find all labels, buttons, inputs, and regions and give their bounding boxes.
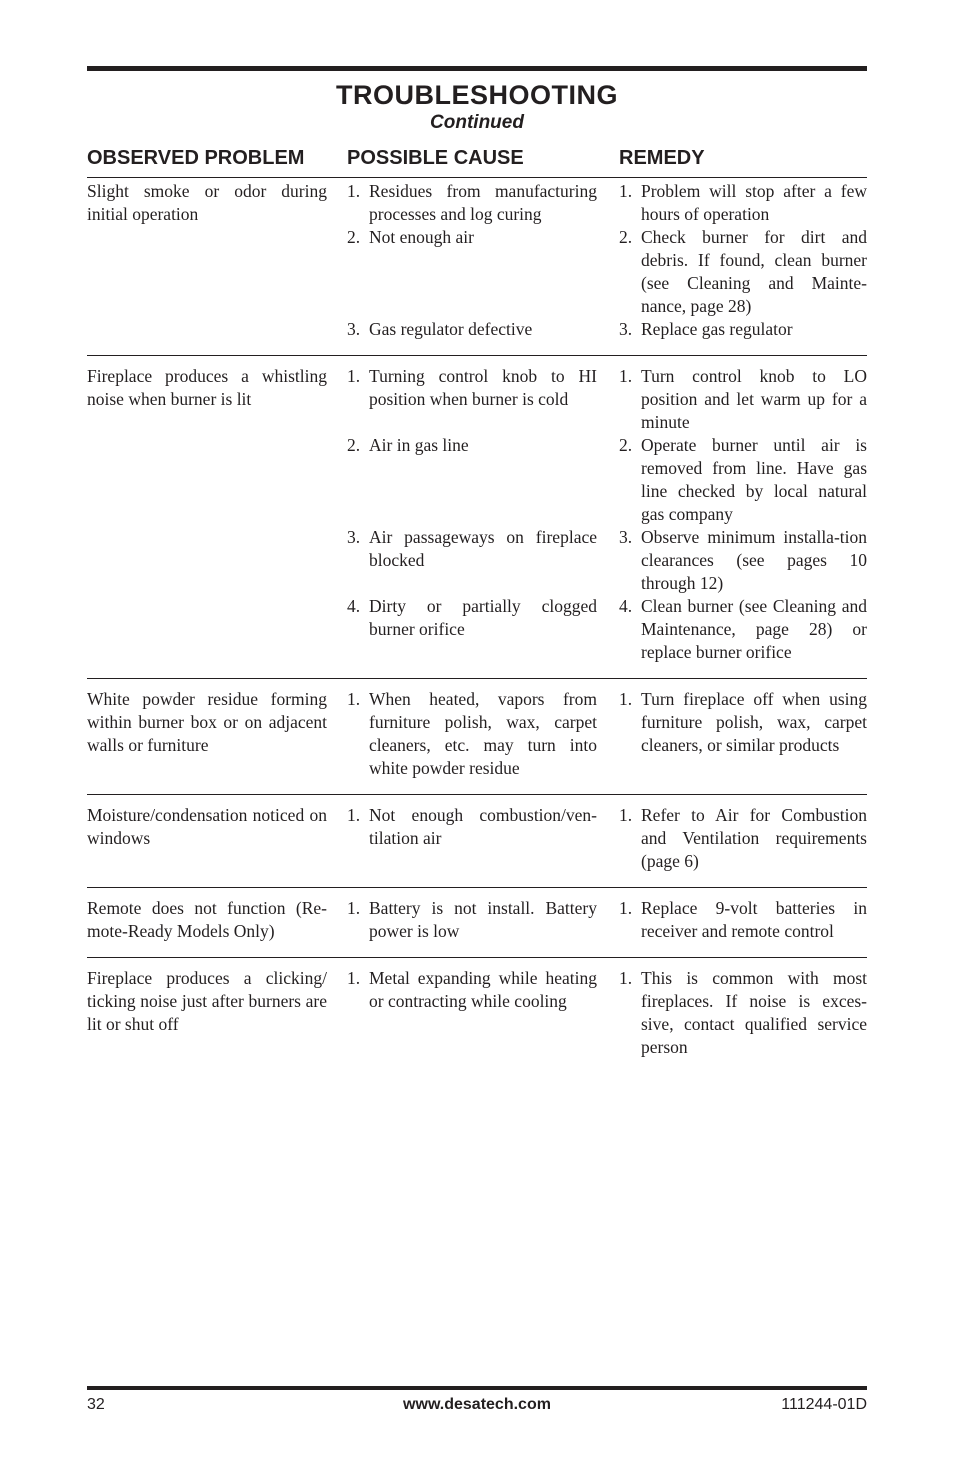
possible-cause bbox=[347, 967, 597, 1059]
remedy-text: Observe minimum installa-tion clearances (see pages 10 through 12) bbox=[641, 527, 867, 593]
cause-remedy-list bbox=[87, 365, 867, 664]
remedy-text: This is common with most fireplaces. If noise is exces-sive, contact qualified service person bbox=[641, 968, 867, 1057]
possible-cause-text: Air passageways on fireplace blocked bbox=[369, 527, 597, 570]
possible-cause bbox=[347, 180, 597, 226]
remedy-number: 1. bbox=[619, 898, 633, 918]
possible-cause-text: Battery is not install. Battery power is low bbox=[369, 898, 597, 941]
possible-cause bbox=[347, 365, 597, 434]
remedy-number: 3. bbox=[619, 319, 633, 339]
remedy bbox=[619, 595, 867, 664]
possible-cause-text: Turning control knob to HI position when burner is cold bbox=[369, 366, 597, 409]
cause-remedy-pair bbox=[87, 180, 867, 226]
cause-remedy-pair bbox=[87, 688, 867, 780]
possible-cause-text: Not enough air bbox=[369, 227, 474, 247]
page-title: TROUBLESHOOTING bbox=[336, 80, 618, 110]
table-row bbox=[87, 967, 867, 1073]
cause-remedy-pair bbox=[87, 318, 867, 341]
possible-cause bbox=[347, 526, 597, 595]
possible-cause-text: When heated, vapors from furniture polish, wax, carpet cleaners, etc. may turn into white powder residue bbox=[369, 689, 597, 778]
cause-remedy-list bbox=[87, 804, 867, 873]
possible-cause bbox=[347, 688, 597, 780]
header-remedy: REMEDY bbox=[619, 147, 705, 169]
observed-problem: White powder residue forming within burner box or on adjacent walls or furniture bbox=[87, 689, 327, 755]
cause-remedy-pair bbox=[87, 226, 867, 318]
remedy-number: 1. bbox=[619, 181, 633, 201]
possible-cause-number: 3. bbox=[347, 319, 361, 339]
remedy-number: 4. bbox=[619, 596, 633, 616]
cause-remedy-pair bbox=[87, 897, 867, 943]
cause-remedy-pair bbox=[87, 526, 867, 595]
possible-cause bbox=[347, 434, 597, 526]
remedy bbox=[619, 318, 867, 341]
possible-cause-text: Residues from manufacturing processes and log curing bbox=[369, 181, 597, 224]
cause-remedy-list bbox=[87, 967, 867, 1059]
remedy bbox=[619, 967, 867, 1059]
possible-cause-number: 1. bbox=[347, 898, 361, 918]
table-header bbox=[87, 147, 867, 178]
possible-cause-number: 2. bbox=[347, 435, 361, 455]
remedy bbox=[619, 365, 867, 434]
cause-remedy-list bbox=[87, 897, 867, 943]
possible-cause-number: 2. bbox=[347, 227, 361, 247]
possible-cause-number: 1. bbox=[347, 805, 361, 825]
website-link[interactable]: www.desatech.com bbox=[403, 1396, 551, 1413]
possible-cause-number: 1. bbox=[347, 689, 361, 709]
table-row bbox=[87, 688, 867, 795]
remedy-number: 1. bbox=[619, 366, 633, 386]
troubleshooting-table bbox=[87, 180, 867, 1082]
possible-cause-number: 1. bbox=[347, 968, 361, 988]
remedy-text: Turn control knob to LO position and let warm up for a minute bbox=[641, 366, 867, 432]
possible-cause bbox=[347, 897, 597, 943]
header-possible-cause: POSSIBLE CAUSE bbox=[347, 147, 524, 169]
possible-cause bbox=[347, 318, 597, 341]
possible-cause-number: 4. bbox=[347, 596, 361, 616]
remedy-text: Replace gas regulator bbox=[641, 319, 793, 339]
possible-cause bbox=[347, 226, 597, 318]
possible-cause-text: Air in gas line bbox=[369, 435, 469, 455]
observed-problem: Remote does not function (Re-mote-Ready Models Only) bbox=[87, 898, 327, 941]
table-row bbox=[87, 365, 867, 679]
table-row bbox=[87, 897, 867, 958]
remedy-text: Refer to Air for Combustion and Ventilation requirements (page 6) bbox=[641, 805, 867, 871]
page-number: 32 bbox=[87, 1396, 105, 1413]
possible-cause bbox=[347, 804, 597, 873]
remedy-text: Replace 9-volt batteries in receiver and remote control bbox=[641, 898, 867, 941]
remedy-number: 3. bbox=[619, 527, 633, 547]
document-number: 111244-01D bbox=[781, 1396, 867, 1413]
table-row bbox=[87, 180, 867, 356]
remedy bbox=[619, 434, 867, 526]
possible-cause-number: 1. bbox=[347, 366, 361, 386]
remedy-text: Operate burner until air is removed from line. Have gas line checked by local natural gas company bbox=[641, 435, 867, 524]
remedy-text: Problem will stop after a few hours of operation bbox=[641, 181, 867, 224]
possible-cause-number: 1. bbox=[347, 181, 361, 201]
possible-cause-text: Dirty or partially clogged burner orifice bbox=[369, 596, 597, 639]
remedy-text: Check burner for dirt and debris. If found, clean burner (see Cleaning and Mainte-nance, page 28) bbox=[641, 227, 867, 316]
possible-cause bbox=[347, 595, 597, 664]
remedy-number: 2. bbox=[619, 227, 633, 247]
remedy bbox=[619, 688, 867, 780]
cause-remedy-pair bbox=[87, 365, 867, 434]
possible-cause-text: Metal expanding while heating or contracting while cooling bbox=[369, 968, 597, 1011]
observed-problem: Fireplace produces a clicking/ ticking noise just after burners are lit or shut off bbox=[87, 968, 327, 1034]
observed-problem: Slight smoke or odor during initial operation bbox=[87, 181, 327, 224]
footer-rule bbox=[87, 1386, 867, 1390]
remedy-number: 1. bbox=[619, 968, 633, 988]
remedy bbox=[619, 526, 867, 595]
possible-cause-number: 3. bbox=[347, 527, 361, 547]
possible-cause-text: Gas regulator defective bbox=[369, 319, 533, 339]
possible-cause-text: Not enough combustion/ven-tilation air bbox=[369, 805, 597, 848]
table-row bbox=[87, 804, 867, 888]
remedy-number: 1. bbox=[619, 689, 633, 709]
observed-problem: Fireplace produces a whistling noise when burner is lit bbox=[87, 366, 327, 409]
observed-problem: Moisture/condensation noticed on windows bbox=[87, 805, 327, 848]
cause-remedy-pair bbox=[87, 434, 867, 526]
remedy-text: Turn fireplace off when using furniture polish, wax, carpet cleaners, or similar products bbox=[641, 689, 867, 755]
remedy bbox=[619, 180, 867, 226]
page-subtitle: Continued bbox=[430, 112, 524, 133]
cause-remedy-pair bbox=[87, 804, 867, 873]
remedy-number: 1. bbox=[619, 805, 633, 825]
remedy bbox=[619, 897, 867, 943]
cause-remedy-list bbox=[87, 180, 867, 341]
remedy-text: Clean burner (see Cleaning and Maintenance, page 28) or replace burner orifice bbox=[641, 596, 867, 662]
header-observed-problem: OBSERVED PROBLEM bbox=[87, 147, 305, 169]
cause-remedy-pair bbox=[87, 595, 867, 664]
remedy-number: 2. bbox=[619, 435, 633, 455]
remedy bbox=[619, 226, 867, 318]
cause-remedy-pair bbox=[87, 967, 867, 1059]
cause-remedy-list bbox=[87, 688, 867, 780]
top-rule bbox=[87, 66, 867, 71]
remedy bbox=[619, 804, 867, 873]
